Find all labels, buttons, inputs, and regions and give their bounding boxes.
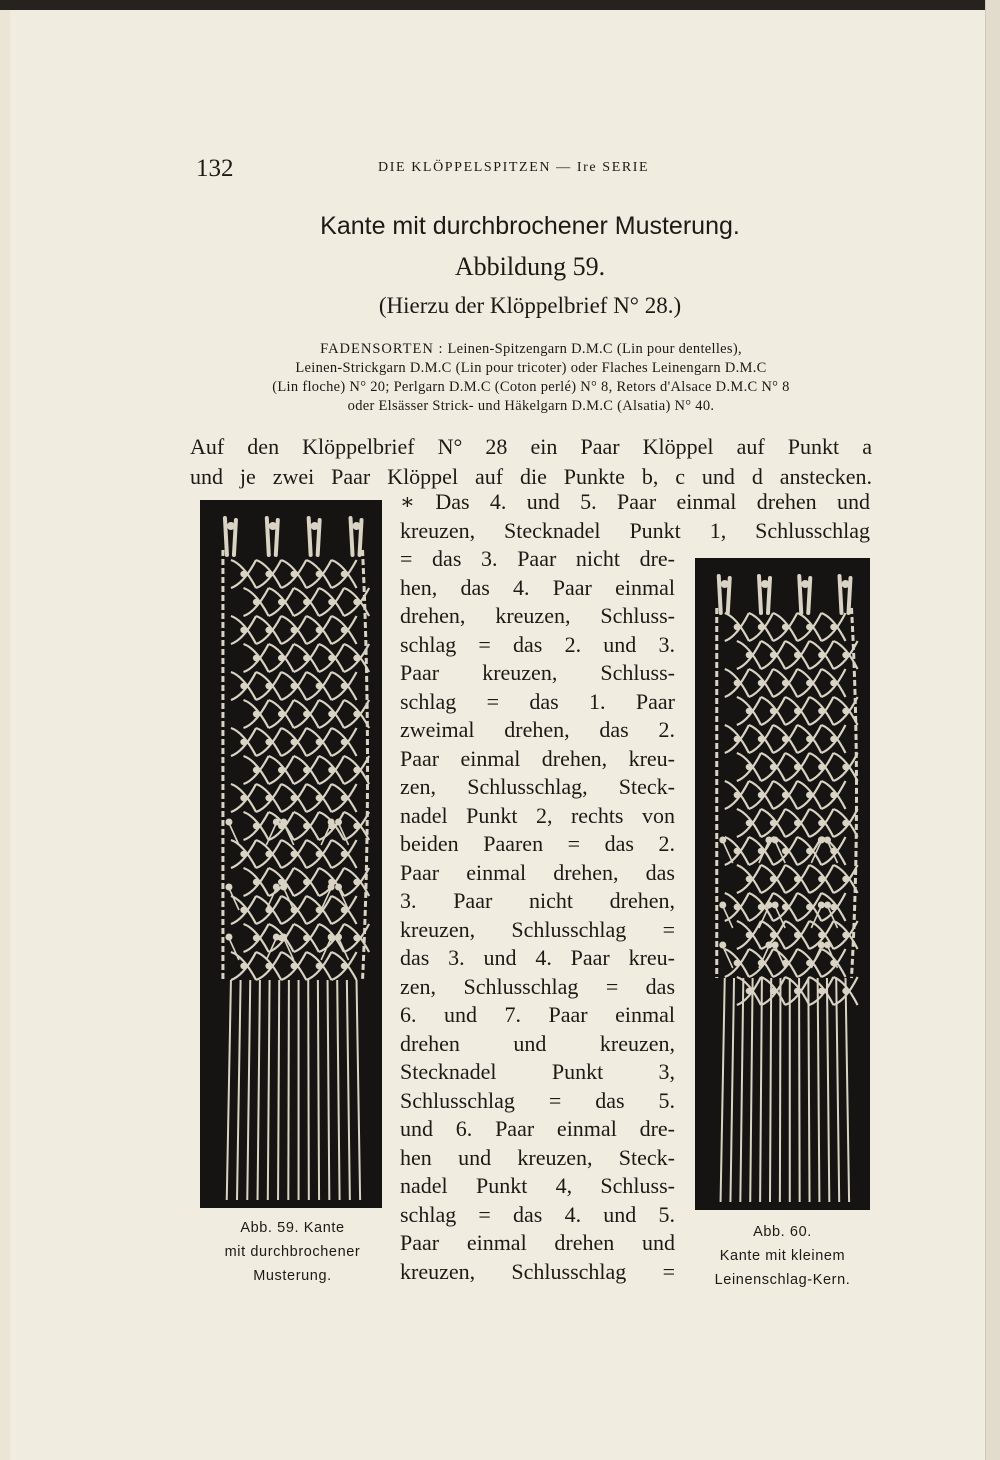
thread-materials <box>190 340 872 416</box>
instruction-line: 6. und 7. Paar einmal <box>400 1002 675 1027</box>
instruction-line: 3. Paar nicht drehen, <box>400 888 675 913</box>
running-title: DIE KLÖPPELSPITZEN — Ire SERIE <box>378 160 650 175</box>
instruction-line: das 3. und 4. Paar kreu- <box>400 945 675 970</box>
intro-line-2: und je zwei Paar Klöppel auf die Punkte b, c und d anstecken. <box>190 464 872 489</box>
instruction-line: zweimal drehen, das 2. <box>400 717 675 742</box>
instruction-line: zen, Schlusschlag = das <box>400 973 675 999</box>
instruction-line: kreuzen, Schlusschlag = <box>400 916 675 942</box>
instruction-line: = das 3. Paar nicht dre- <box>400 546 675 571</box>
instructions-column <box>400 545 675 1286</box>
instruction-line: Schlusschlag = das 5. <box>400 1087 675 1113</box>
instruction-line: Paar einmal drehen und <box>400 1230 675 1255</box>
instruction-line: nadel Punkt 4, Schluss- <box>400 1173 675 1198</box>
instruction-line: drehen und kreuzen, <box>400 1030 675 1056</box>
instruction-line: beiden Paaren = das 2. <box>400 831 675 856</box>
instruction-line: hen und kreuzen, Steck- <box>400 1144 675 1170</box>
instruction-line: drehen, kreuzen, Schluss- <box>400 603 675 628</box>
instruction-line: ∗ Das 4. und 5. Paar einmal drehen und <box>400 489 870 514</box>
materials-label: FADENSORTEN : <box>320 341 444 357</box>
materials-line-2: Leinen-Strickgarn D.M.C (Lin pour tricoter) oder Flaches Leinengarn D.M.C <box>295 360 767 376</box>
instruction-line: kreuzen, Stecknadel Punkt 1, Schlusschlag <box>400 517 870 543</box>
lace-photo-fig59 <box>200 500 382 1208</box>
page-number: 132 <box>196 155 234 182</box>
instruction-line: und 6. Paar einmal dre- <box>400 1116 675 1141</box>
instruction-line: Paar kreuzen, Schluss- <box>400 660 675 685</box>
instruction-line: schlag = das 4. und 5. <box>400 1201 675 1227</box>
instruction-line: Paar einmal drehen, das <box>400 859 675 885</box>
instructions-wide <box>400 488 870 545</box>
materials-line-1: FADENSORTEN : Leinen-Spitzengarn D.M.C (Lin pour dentelles), <box>320 341 742 357</box>
scan-border-left <box>0 10 10 1460</box>
scan-border-right <box>985 0 1000 1460</box>
section-title: Kante mit durchbrochener Musterung. <box>320 212 740 240</box>
caption-fig59: Abb. 59. Kante mit durchbrochener Musterung. <box>224 1220 361 1284</box>
lace-photo-fig60 <box>695 558 870 1210</box>
caption-fig60: Abb. 60. Kante mit kleinem Leinenschlag-Kern. <box>714 1224 851 1288</box>
materials-line-4: oder Elsässer Strick- und Häkelgarn D.M.C (Alsatia) N° 40. <box>347 398 715 414</box>
instruction-line: zen, Schlusschlag, Steck- <box>400 774 675 799</box>
instruction-line: Paar einmal drehen, kreu- <box>400 745 675 771</box>
instruction-line: Stecknadel Punkt 3, <box>400 1059 675 1084</box>
lace-illustration-fig59 <box>200 500 382 1208</box>
figure-reference: Abbildung 59. <box>454 252 606 281</box>
instruction-line: nadel Punkt 2, rechts von <box>400 802 675 828</box>
instruction-line: schlag = das 1. Paar <box>400 688 675 714</box>
intro-line-1: Auf den Klöppelbrief N° 28 ein Paar Klöppel auf Punkt a <box>190 434 872 459</box>
lace-illustration-fig60 <box>695 558 870 1210</box>
instruction-line: hen, das 4. Paar einmal <box>400 574 675 600</box>
scan-border-top <box>0 0 1000 10</box>
pattern-reference: (Hierzu der Klöppelbrief N° 28.) <box>378 293 682 318</box>
materials-line-3: (Lin floche) N° 20; Perlgarn D.M.C (Coton perlé) N° 8, Retors d'Alsace D.M.C N° 8 <box>272 379 790 395</box>
instruction-line: schlag = das 2. und 3. <box>400 631 675 657</box>
instruction-line: kreuzen, Schlusschlag = <box>400 1258 675 1284</box>
